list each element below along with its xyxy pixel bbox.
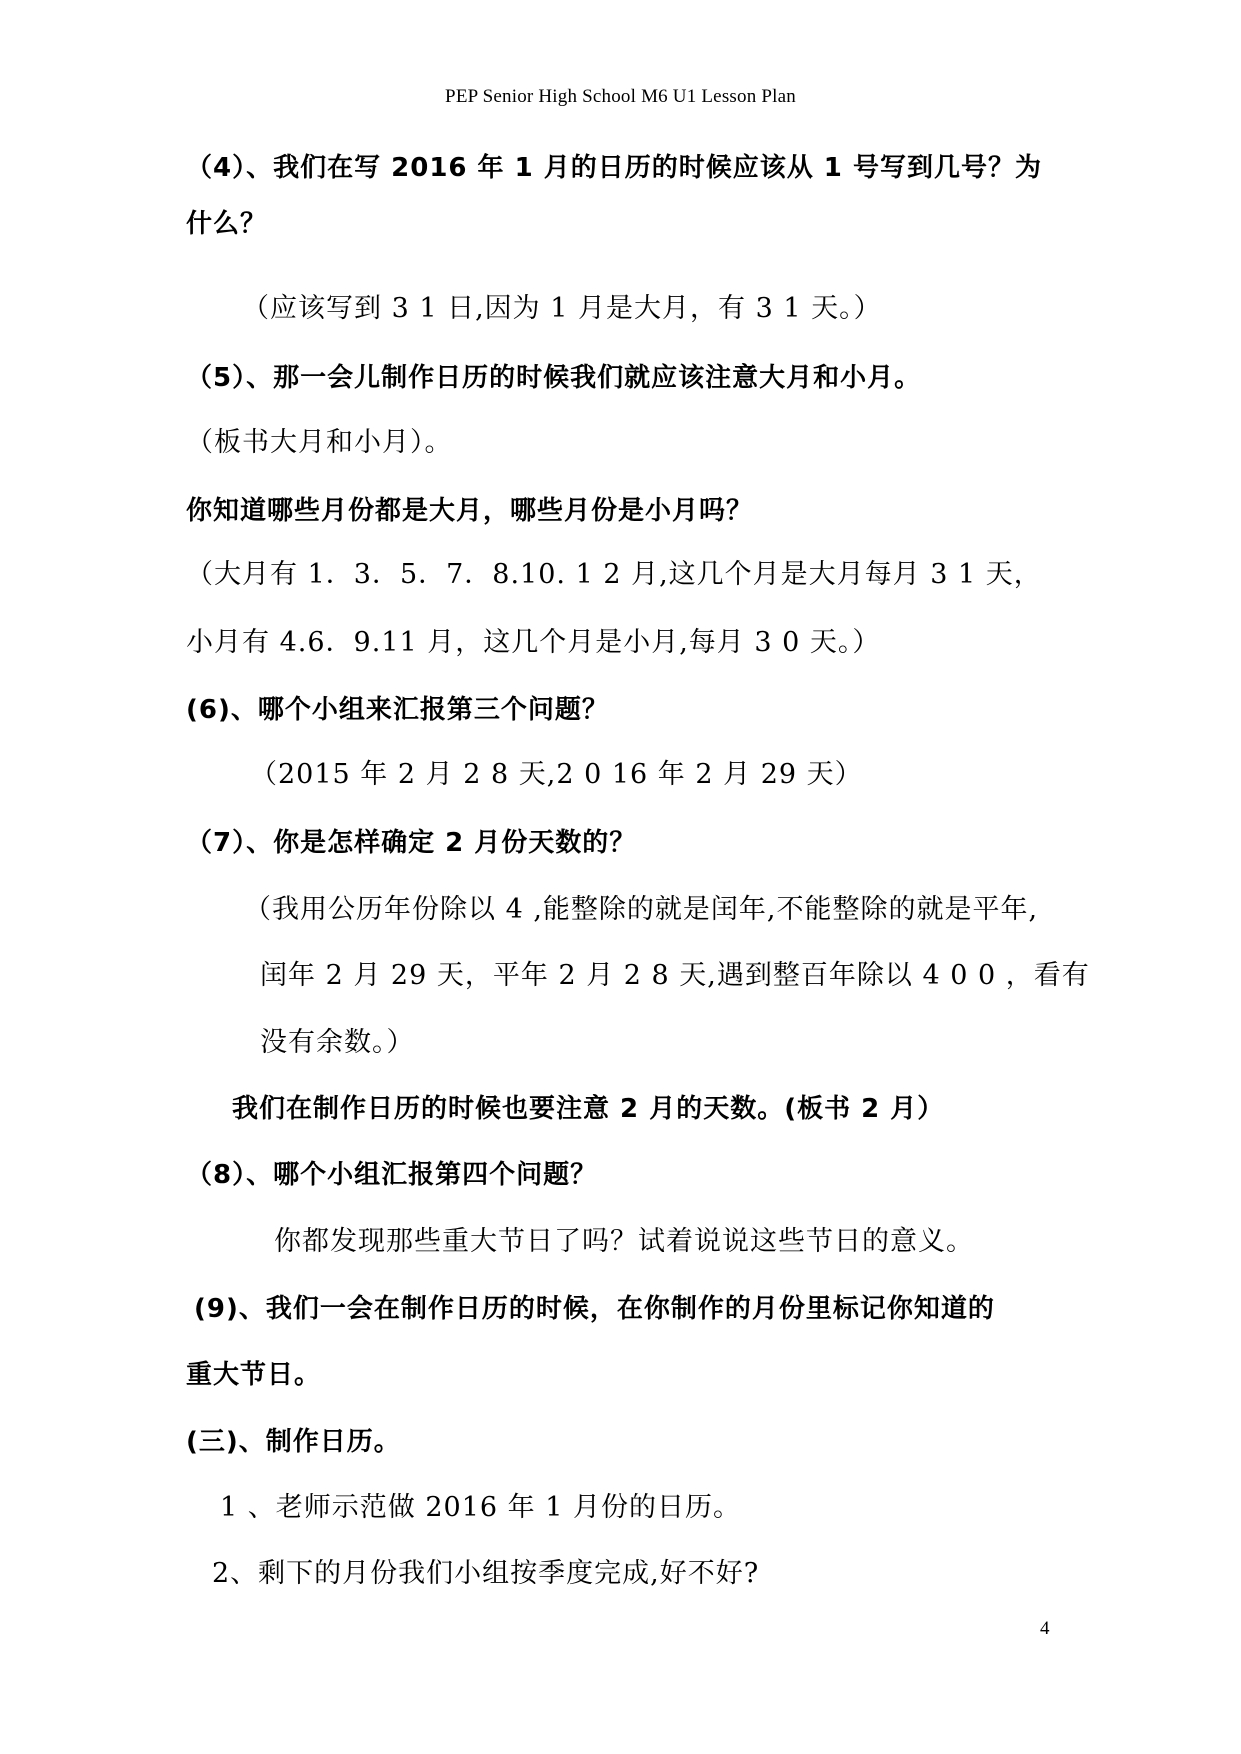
section-3-heading: (三)、制作日历。	[186, 1427, 401, 1457]
answer-7-line-2: 闰年 2 月 29 天，平年 2 月 2 8 天,遇到整百年除以 4 0 0 ，看有	[260, 960, 1090, 991]
answer-small-month: 小月有 4.6．9.11 月，这几个月是小月,每月 3 0 天。）	[186, 627, 881, 658]
question-7: （7）、你是怎样确定 2 月份天数的？	[186, 828, 637, 858]
question-8: （8）、哪个小组汇报第四个问题？	[186, 1160, 598, 1190]
question-5: （5）、那一会儿制作日历的时候我们就应该注意大月和小月。	[186, 363, 922, 393]
question-6: (6)、哪个小组来汇报第三个问题？	[186, 695, 609, 725]
answer-4: （应该写到 3 1 日,因为 1 月是大月，有 3 1 天。）	[242, 293, 882, 324]
instruction-9-line-1: (9)、我们一会在制作日历的时候，在你制作的月份里标记你知道的	[194, 1294, 995, 1324]
step-2: 2、剩下的月份我们小组按季度完成,好不好?	[212, 1558, 760, 1589]
question-big-small-month: 你知道哪些月份都是大月，哪些月份是小月吗？	[186, 496, 754, 526]
question-4-line-2: 什么？	[186, 209, 268, 239]
note-february-days: 我们在制作日历的时候也要注意 2 月的天数。(板书 2 月）	[232, 1094, 945, 1124]
running-header: PEP Senior High School M6 U1 Lesson Plan	[445, 86, 796, 107]
answer-7-line-3: 没有余数。）	[260, 1027, 415, 1058]
page-number: 4	[1040, 1618, 1050, 1639]
answer-7-line-1: （我用公历年份除以 4 ,能整除的就是闰年,不能整除的就是平年,	[244, 894, 1039, 925]
answer-6: （2015 年 2 月 2 8 天,2 0 16 年 2 月 29 天）	[250, 759, 863, 790]
answer-big-month: （大月有 1．3．5．7．8.10. 1 2 月,这几个月是大月每月 3 1 天，	[186, 559, 1042, 590]
question-4-line-1: （4）、我们在写 2016 年 1 月的日历的时候应该从 1 号写到几号？为	[186, 153, 1042, 183]
instruction-9-line-2: 重大节日。	[186, 1360, 322, 1390]
prompt-8: 你都发现那些重大节日了吗？试着说说这些节日的意义。	[274, 1226, 974, 1257]
step-1: 1 、老师示范做 2016 年 1 月份的日历。	[220, 1492, 741, 1523]
board-note-big-small-month: （板书大月和小月）。	[186, 427, 453, 458]
